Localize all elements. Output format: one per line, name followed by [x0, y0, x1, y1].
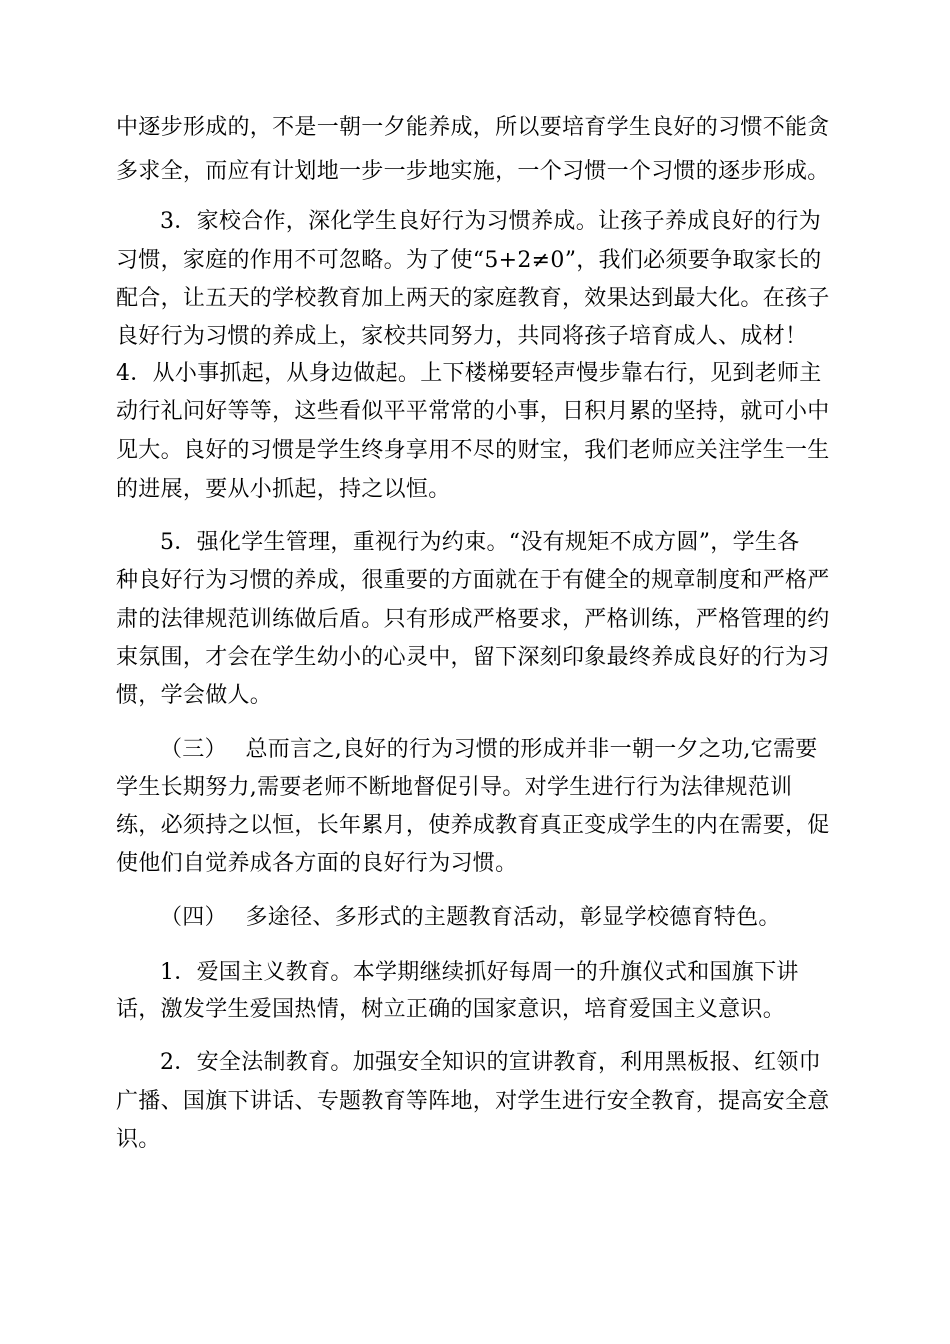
text-line: 配合，让五天的学校教育加上两天的家庭教育，效果达到最大化。在孩子 — [116, 286, 830, 311]
text-line: 2．安全法制教育。加强安全知识的宣讲教育，利用黑板报、红领巾 — [160, 1050, 821, 1075]
text-line: 见大。良好的习惯是学生终身享用不尽的财宝，我们老师应关注学生一生 — [116, 438, 830, 463]
text-line: （三） 总而言之,良好的行为习惯的形成并非一朝一夕之功,它需要 — [160, 737, 818, 762]
text-line: 话，激发学生爱国热情，树立正确的国家意识，培育爱国主义意识。 — [116, 997, 786, 1022]
text-line: 束氛围，才会在学生幼小的心灵中，留下深刻印象最终养成良好的行为习 — [116, 645, 830, 670]
text-line: 3．家校合作，深化学生良好行为习惯养成。让孩子养成良好的行为 — [160, 209, 821, 234]
text-line: 惯，学会做人。 — [116, 683, 273, 708]
text-line: 中逐步形成的，不是一朝一夕能养成，所以要培育学生良好的习惯不能贪 — [116, 115, 830, 140]
text-line: 的进展，要从小抓起，持之以恒。 — [116, 477, 451, 502]
text-line: 识。 — [116, 1127, 161, 1152]
text-line: 5．强化学生管理，重视行为约束。“没有规矩不成方圆”，学生各 — [160, 530, 800, 555]
text-line: 习惯，家庭的作用不可忽略。为了使“5+2≠0”，我们必须要争取家长的 — [116, 248, 822, 273]
text-line: 广播、国旗下讲话、专题教育等阵地，对学生进行安全教育，提高安全意 — [116, 1089, 830, 1114]
text-line: 动行礼问好等等，这些看似平平常常的小事，日积月累的坚持，就可小中 — [116, 399, 830, 424]
text-line: 4．从小事抓起，从身边做起。上下楼梯要轻声慢步靠右行，见到老师主 — [116, 361, 822, 386]
text-line: 良好行为习惯的养成上，家校共同努力，共同将孩子培育成人、成材！ — [116, 324, 808, 349]
text-line: 多求全，而应有计划地一步一步地实施，一个习惯一个习惯的逐步形成。 — [116, 159, 830, 184]
text-line: 1．爱国主义教育。本学期继续抓好每周一的升旗仪式和国旗下讲 — [160, 960, 799, 985]
text-line: 使他们自觉养成各方面的良好行为习惯。 — [116, 851, 518, 876]
text-line: 种良好行为习惯的养成，很重要的方面就在于有健全的规章制度和严格严 — [116, 568, 830, 593]
section-heading: （四） 多途径、多形式的主题教育活动，彰显学校德育特色。 — [160, 905, 781, 930]
text-line: 学生长期努力,需要老师不断地督促引导。对学生进行行为法律规范训 — [116, 775, 793, 800]
text-line: 练，必须持之以恒，长年累月，使养成教育真正变成学生的内在需要，促 — [116, 813, 830, 838]
text-line: 肃的法律规范训练做后盾。只有形成严格要求，严格训练，严格管理的约 — [116, 607, 830, 632]
